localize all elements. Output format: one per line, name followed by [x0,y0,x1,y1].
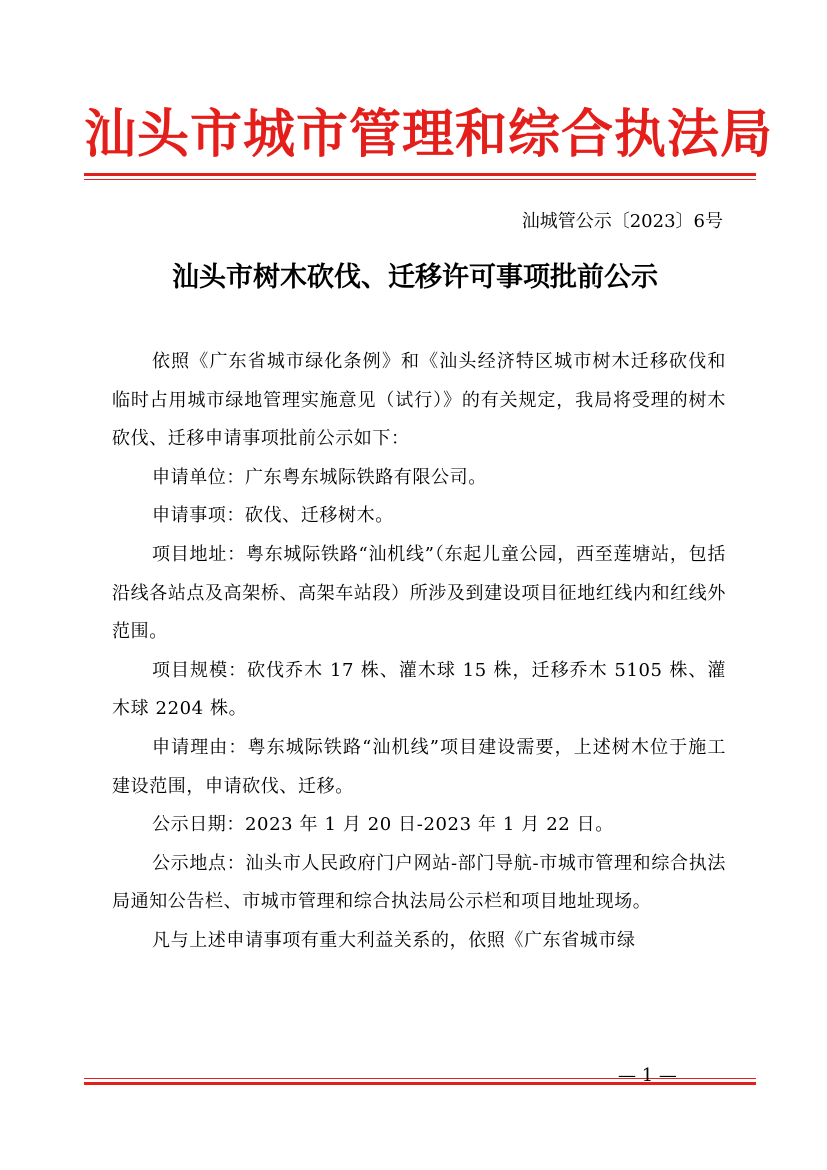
paragraph-applicant: 申请单位：广东粤东城际铁路有限公司。 [152,466,487,488]
paragraph-dates: 公示日期：2023 年 1 月 20 日-2023 年 1 月 22 日。 [152,814,614,836]
header-rule-thin [84,179,756,180]
paragraph-address: 项目地址：粤东城际铁路“汕机线”（东起儿童公园，西至莲塘站，包括沿线各站点及高架桥、高架车站段）所涉及到建设项目征地红线内和红线外范围。 [112,543,726,643]
paragraph-matter: 申请事项：砍伐、迁移树木。 [152,505,394,527]
document-body [112,343,726,961]
document-title: 汕头市树木砍伐、迁移许可事项批前公示 [172,262,658,293]
organization-header: 汕头市城市管理和综合执法局 [84,104,774,165]
header-rule-thick [84,173,756,176]
paragraph-intro: 依照《广东省城市绿化条例》和《汕头经济特区城市树木迁移砍伐和临时占用城市绿地管理实施意见（试行）》的有关规定，我局将受理的树木砍伐、迁移申请事项批前公示如下： [112,351,726,450]
paragraph-objection: 凡与上述申请事项有重大利益关系的，依照《广东省城市绿 [152,929,636,951]
page-number: — 1 — [618,1065,677,1086]
paragraph-reason: 申请理由：粤东城际铁路“汕机线”项目建设需要，上述树木位于施工建设范围，申请砍伐、迁移。 [112,736,726,797]
document-number: 汕城管公示〔2023〕6号 [521,211,723,232]
paragraph-scale: 项目规模：砍伐乔木 17 株、灌木球 15 株，迁移乔木 5105 株、灌木球 2204 株。 [112,659,726,720]
paragraph-location: 公示地点：汕头市人民政府门户网站-部门导航-市城市管理和综合执法局通知公告栏、市城市管理和综合执法局公示栏和项目地址现场。 [112,852,726,913]
